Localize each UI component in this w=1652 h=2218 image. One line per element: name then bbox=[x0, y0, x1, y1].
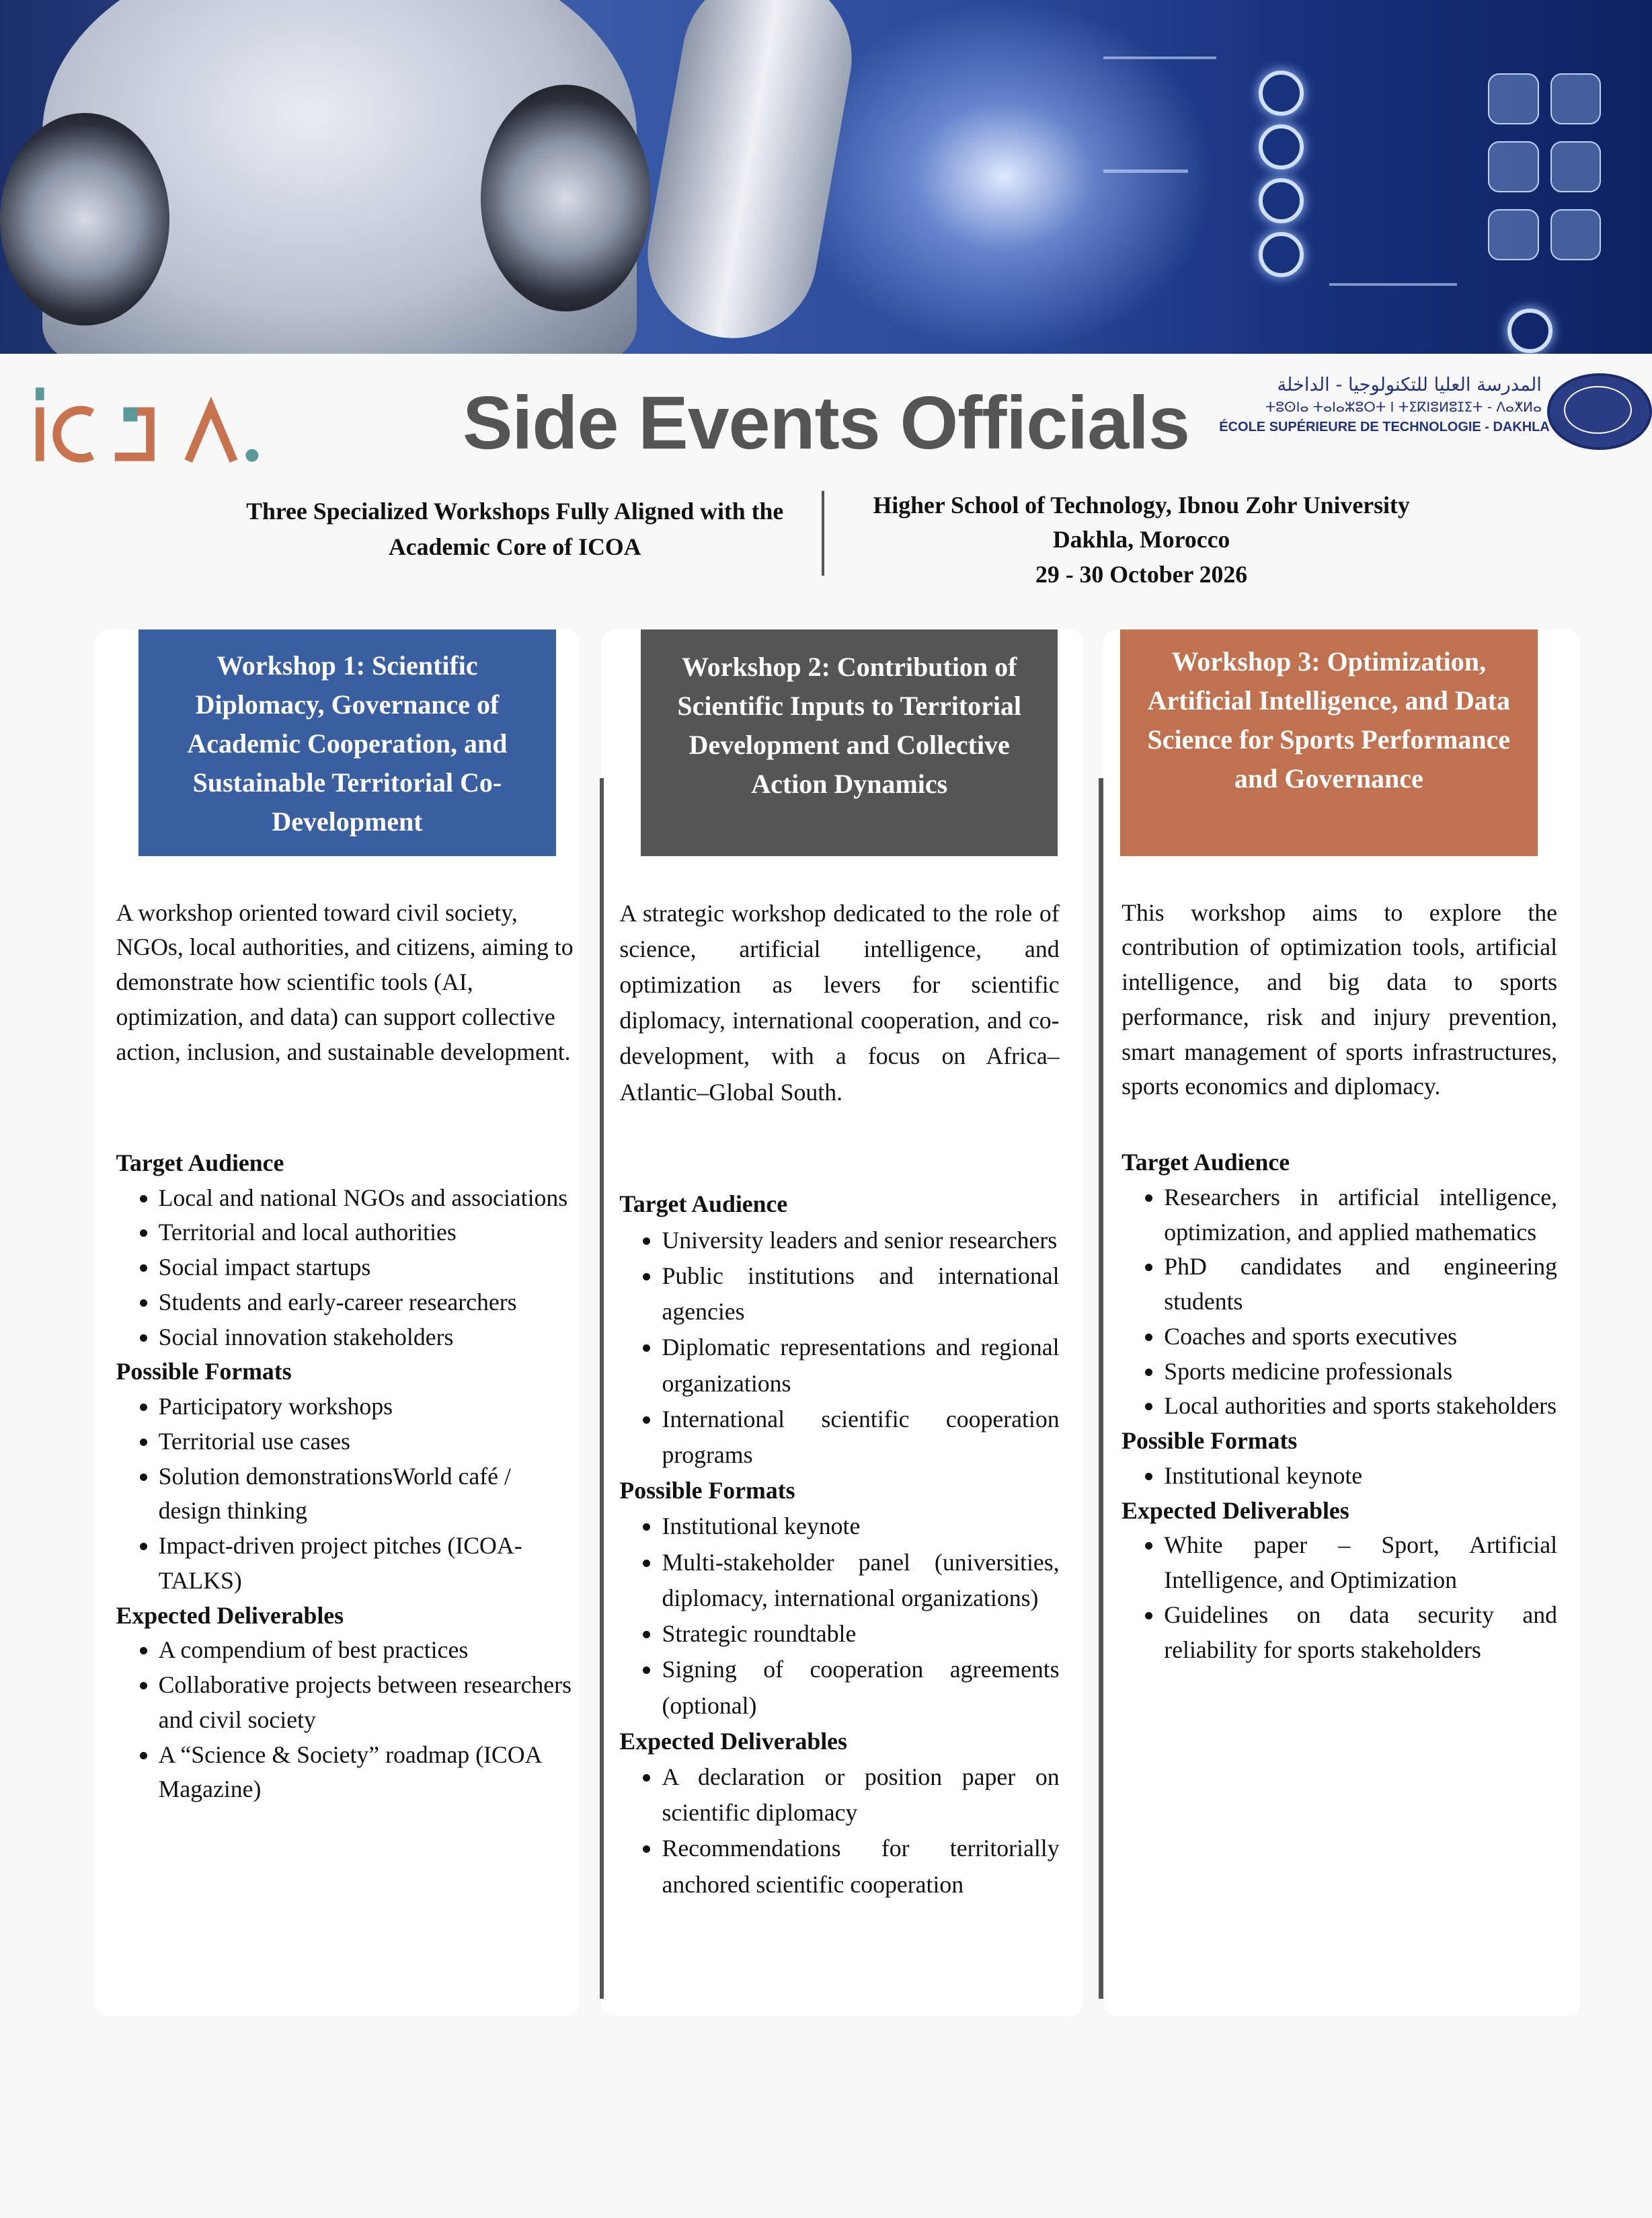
list-item: • Impact-driven project pitches (ICOA-TALKS) bbox=[159, 1529, 576, 1599]
list-item: • Coaches and sports executives bbox=[1164, 1320, 1557, 1354]
ui-circle-icon bbox=[1259, 232, 1304, 277]
list-item: • Territorial use cases bbox=[159, 1424, 576, 1459]
subtitle-line: Academic Core of ICOA bbox=[388, 533, 641, 560]
workshop-description: A workshop oriented toward civil society, NGOs, local authorities, and citizens, aiming to demonstrate how scientific tools (AI, optimization, and data) can support collective action, inclusion, and sustainable development. bbox=[116, 898, 574, 1065]
section-heading: Possible Formats bbox=[1122, 1427, 1298, 1455]
ui-line bbox=[1103, 169, 1188, 172]
list-item: • University leaders and senior researchers bbox=[662, 1223, 1059, 1258]
subtitle-line: Three Specialized Workshops Fully Aligned with the bbox=[246, 498, 784, 525]
list-item: • Solution demonstrationsWorld café / design thinking bbox=[159, 1459, 576, 1529]
list-item: • A compendium of best practices bbox=[159, 1633, 576, 1668]
card-2-accent-line bbox=[600, 778, 604, 1999]
section-heading: Target Audience bbox=[619, 1190, 788, 1218]
list-item: • Participatory workshops bbox=[159, 1389, 576, 1424]
robot-shoulder-right-graphic bbox=[481, 85, 650, 311]
venue-name: Higher School of Technology, Ibnou Zohr University bbox=[873, 491, 1410, 519]
list-item: • A “Science & Society” roadmap (ICOA Magazine) bbox=[159, 1738, 576, 1808]
list-item: • Collaborative projects between researchers and civil society bbox=[159, 1668, 576, 1738]
robot-shoulder-left-graphic bbox=[0, 113, 169, 326]
event-dates: 29 - 30 October 2026 bbox=[1035, 560, 1248, 588]
ui-tile-icon bbox=[1488, 209, 1539, 260]
page-title: Side Events Officials bbox=[463, 380, 1189, 465]
list-item: • Institutional keynote bbox=[662, 1508, 1059, 1544]
section-heading: Possible Formats bbox=[116, 1358, 292, 1385]
list-item: • Social impact startups bbox=[159, 1250, 576, 1285]
ui-tile-icon bbox=[1550, 73, 1602, 124]
ui-circle-icon bbox=[1507, 309, 1552, 354]
section-heading: Expected Deliverables bbox=[1122, 1496, 1349, 1524]
section-heading: Possible Formats bbox=[619, 1477, 795, 1504]
workshop-3-header: Workshop 3: Optimization, Artificial Intelligence, and Data Science for Sports Performance and Governance bbox=[1120, 629, 1538, 856]
list-item: • Sports medicine professionals bbox=[1164, 1354, 1557, 1389]
list-item: • Territorial and local authorities bbox=[159, 1215, 576, 1250]
section-heading: Target Audience bbox=[116, 1149, 284, 1176]
ui-line bbox=[1103, 56, 1216, 59]
list-item: • Institutional keynote bbox=[1164, 1459, 1557, 1494]
ui-tile-icon bbox=[1550, 209, 1602, 260]
section-heading: Target Audience bbox=[1122, 1149, 1290, 1176]
workshop-description: This workshop aims to explore the contribution of optimization tools, artificial intelligence, and big data to sports performance, risk and injury prevention, smart management of sports infrastructures, sports economics and diplomacy. bbox=[1122, 898, 1558, 1100]
list-item: • Recommendations for territorially anchored scientific cooperation bbox=[662, 1831, 1059, 1902]
list-item: • International scientific cooperation programs bbox=[662, 1402, 1059, 1473]
header-divider bbox=[822, 491, 824, 576]
ui-circle-icon bbox=[1259, 124, 1304, 169]
list-item: • Multi-stakeholder panel (universities, diplomacy, international organizations) bbox=[662, 1545, 1059, 1616]
list-item: • Public institutions and international agencies bbox=[662, 1258, 1059, 1330]
list-item: • Local and national NGOs and associations bbox=[159, 1181, 576, 1216]
workshop-1-header: Workshop 1: Scientific Diplomacy, Governance of Academic Cooperation, and Sustainable Territorial Co-Development bbox=[139, 629, 556, 856]
list-item: • PhD candidates and engineering students bbox=[1164, 1250, 1557, 1320]
workshop-2-body bbox=[619, 896, 1059, 1903]
workshop-3-body bbox=[1122, 896, 1557, 1668]
list-item: • White paper – Sport, Artificial Intelligence, and Optimization bbox=[1164, 1528, 1557, 1598]
workshop-2-header: Workshop 2: Contribution of Scientific Inputs to Territorial Development and Collective Action Dynamics bbox=[641, 629, 1058, 856]
subtitle-left bbox=[198, 494, 832, 564]
ui-line bbox=[1329, 283, 1456, 286]
hero-glow bbox=[792, 0, 1216, 354]
logo-french-text: ÉCOLE SUPÉRIEURE DE TECHNOLOGIE - DAKHLA bbox=[1219, 419, 1550, 434]
list-item: • Guidelines on data security and reliability for sports stakeholders bbox=[1164, 1598, 1557, 1668]
hero-banner-image bbox=[0, 0, 1652, 354]
list-item: • Diplomatic representations and regional organizations bbox=[662, 1330, 1059, 1401]
list-item: • Social innovation stakeholders bbox=[159, 1320, 576, 1355]
workshop-description: A strategic workshop dedicated to the role of science, artificial intelligence, and optimization as levers for scientific diplomacy, international cooperation, and co-development, with a focus on Africa–Atlantic–Global South. bbox=[619, 899, 1060, 1106]
ui-circle-icon bbox=[1259, 71, 1304, 116]
university-seal-icon bbox=[1547, 373, 1651, 449]
venue-info bbox=[834, 488, 1448, 592]
card-3-accent-line bbox=[1099, 778, 1103, 1999]
ui-tile-icon bbox=[1488, 73, 1539, 124]
est-dakhla-logo bbox=[1219, 371, 1649, 447]
list-item: • Students and early-career researchers bbox=[159, 1285, 576, 1320]
section-heading: Expected Deliverables bbox=[116, 1601, 344, 1629]
list-item: • Researchers in artificial intelligence, optimization, and applied mathematics bbox=[1164, 1180, 1557, 1250]
venue-location: Dakhla, Morocco bbox=[1052, 526, 1230, 553]
logo-arabic-text: المدرسة العليا للتكنولوجيا - الداخلة bbox=[1277, 375, 1542, 396]
check-tile-icon bbox=[1488, 141, 1539, 192]
workshop-1-body bbox=[116, 896, 576, 1808]
section-heading: Expected Deliverables bbox=[619, 1727, 847, 1755]
logo-tifinagh-text: ⵜⵓⵙⵏⴰ ⵜⴰⵏⴰⵣⵓⵔⵜ ⵏ ⵜⵉⴽⵏⵓⵍⵓⵊⵉⵜ - ⴷⴰⵅⵍⴰ bbox=[1265, 399, 1542, 416]
list-item: • A declaration or position paper on scientific diplomacy bbox=[662, 1759, 1059, 1831]
list-item: • Strategic roundtable bbox=[662, 1616, 1059, 1652]
ui-circle-icon bbox=[1259, 178, 1304, 223]
list-item: • Local authorities and sports stakeholders bbox=[1164, 1389, 1557, 1424]
close-tile-icon bbox=[1550, 141, 1602, 192]
list-item: • Signing of cooperation agreements (optional) bbox=[662, 1652, 1059, 1723]
